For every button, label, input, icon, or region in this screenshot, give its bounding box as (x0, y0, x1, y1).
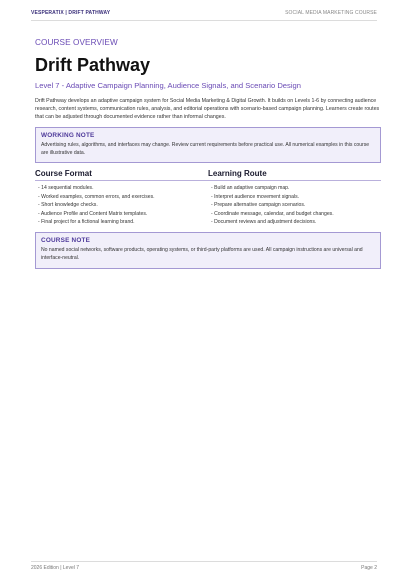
course-name-label: SOCIAL MEDIA MARKETING COURSE (285, 10, 377, 16)
page-title: Drift Pathway (35, 55, 151, 75)
working-note-body: Advertising rules, algorithms, and interfaces may change. Review current requirements before practical use. All numerical examples in this course are illustrative data. (41, 141, 370, 156)
edition-label: 2026 Edition | Level 7 (31, 565, 80, 571)
course-format-heading: Course Format (35, 169, 208, 181)
list-item: - Final project for a fictional learning brand. (38, 218, 135, 225)
list-item: - Interpret audience movement signals. (211, 193, 300, 200)
list-item: - Audience Profile and Content Matrix templates. (38, 210, 148, 217)
main-content (35, 38, 381, 269)
page-header (31, 9, 377, 21)
two-column-section (35, 169, 381, 226)
learning-route-list (208, 184, 381, 226)
learning-route-heading: Learning Route (208, 169, 381, 181)
list-item: - Coordinate message, calendar, and budget changes. (211, 210, 334, 217)
course-format-list (35, 184, 208, 226)
list-item: - Prepare alternative campaign scenarios. (211, 202, 306, 209)
brand-label: VESPERATIX | DRIFT PATHWAY (31, 10, 111, 16)
page-subtitle: Level 7 - Adaptive Campaign Planning, Audience Signals, and Scenario Design (35, 80, 301, 90)
intro-paragraph: Drift Pathway develops an adaptive campaign system for Social Media Marketing & Digital Growth. It builds on Levels 1-6 by connecting audience research, content systems, communication rules, analysis, and editorial operations with scenario-based campaign planning. Learners create routes that can be adjusted through documented evidence rather than informal changes. (35, 98, 380, 121)
page-number: Page 2 (361, 565, 377, 571)
learning-route-column (208, 169, 381, 226)
course-note-box (35, 232, 381, 269)
course-note-body: No named social networks, software products, operating systems, or third-party platforms are used. All campaign instructions are universal and interface-neutral. (41, 247, 363, 262)
course-note-title: COURSE NOTE (41, 237, 91, 245)
working-note-title: WORKING NOTE (41, 131, 95, 139)
working-note-box (35, 127, 381, 164)
list-item: - Document reviews and adjustment decisions. (211, 218, 317, 225)
list-item: - Short knowledge checks. (38, 202, 98, 209)
list-item: - Build an adaptive campaign map. (211, 185, 290, 192)
list-item: - 14 sequential modules. (38, 185, 94, 192)
list-item: - Worked examples, common errors, and exercises. (38, 193, 155, 200)
page-footer (31, 561, 377, 571)
course-format-column (35, 169, 208, 226)
section-eyebrow: COURSE OVERVIEW (35, 38, 118, 47)
